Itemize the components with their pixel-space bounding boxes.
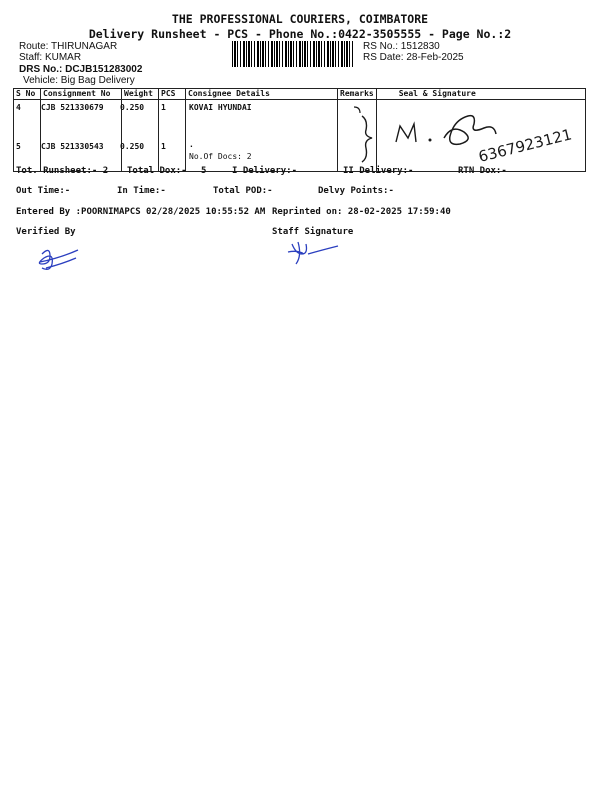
delvy-points: Delvy Points:- [318, 186, 394, 196]
company-title: THE PROFESSIONAL COURIERS, COIMBATORE [171, 12, 429, 26]
row2-consignment: CJB 521330543 [41, 142, 104, 151]
handwritten-phone: 6367923121 [476, 125, 574, 166]
verifier-signature [36, 246, 86, 274]
row1-weight: 0.250 [120, 103, 145, 112]
row1-consignee: KOVAI HYUNDAI [189, 103, 252, 112]
i-delivery: I Delivery:- [232, 166, 298, 176]
entered-by: Entered By :POORNIMAPCS 02/28/2025 10:55:52 AM [16, 207, 266, 217]
row2-consignee: . [189, 140, 194, 149]
total-pod: Total POD:- [213, 186, 273, 196]
staff-label: Staff: KUMAR [19, 52, 82, 63]
route-label: Route: THIRUNAGAR [19, 41, 118, 52]
col-header-seal-signature: Seal & Signature [376, 89, 585, 100]
in-time: In Time:- [117, 186, 166, 196]
total-dox-value: 5 [201, 166, 207, 176]
col-header-sno: S No [14, 89, 41, 100]
runsheet-subtitle: Delivery Runsheet - PCS - Phone No.:0422-3505555 - Page No.:2 [88, 27, 512, 41]
col-header-pcs: PCS [159, 89, 186, 100]
col-header-consignment: Consignment No [41, 89, 122, 100]
row2-pcs: 1 [161, 142, 166, 151]
row1-pcs: 1 [161, 103, 166, 112]
rs-date: RS Date: 28-Feb-2025 [363, 52, 464, 63]
row1-consignment: CJB 521330679 [41, 103, 104, 112]
col-header-remarks: Remarks [338, 89, 377, 100]
tot-runsheet: Tot. Runsheet:- 2 [16, 166, 109, 176]
table-header-row [14, 89, 586, 100]
barcode [232, 41, 354, 67]
rs-number: RS No.: 1512830 [363, 41, 440, 52]
row2-sno: 5 [16, 142, 21, 151]
staff-signature-label: Staff Signature [272, 227, 354, 237]
ii-delivery: II Delivery:- [343, 166, 414, 176]
total-dox-label: Total Dox:- [127, 166, 187, 176]
out-time: Out Time:- [16, 186, 71, 196]
row1-sno: 4 [16, 103, 21, 112]
drs-number: DRS No.: DCJB151283002 [19, 64, 143, 75]
handwritten-seal-signature [340, 100, 590, 170]
vehicle-label: Vehicle: Big Bag Delivery [23, 75, 135, 86]
docs-count: No.Of Docs: 2 [189, 152, 252, 161]
verified-by-label: Verified By [16, 227, 76, 237]
col-header-consignee: Consignee Details [186, 89, 338, 100]
reprinted-on: Reprinted on: 28-02-2025 17:59:40 [272, 207, 451, 217]
rtn-dox: RTN Dox:- [458, 166, 507, 176]
col-header-weight: Weight [122, 89, 159, 100]
row2-weight: 0.250 [120, 142, 145, 151]
staff-signature [286, 238, 346, 268]
